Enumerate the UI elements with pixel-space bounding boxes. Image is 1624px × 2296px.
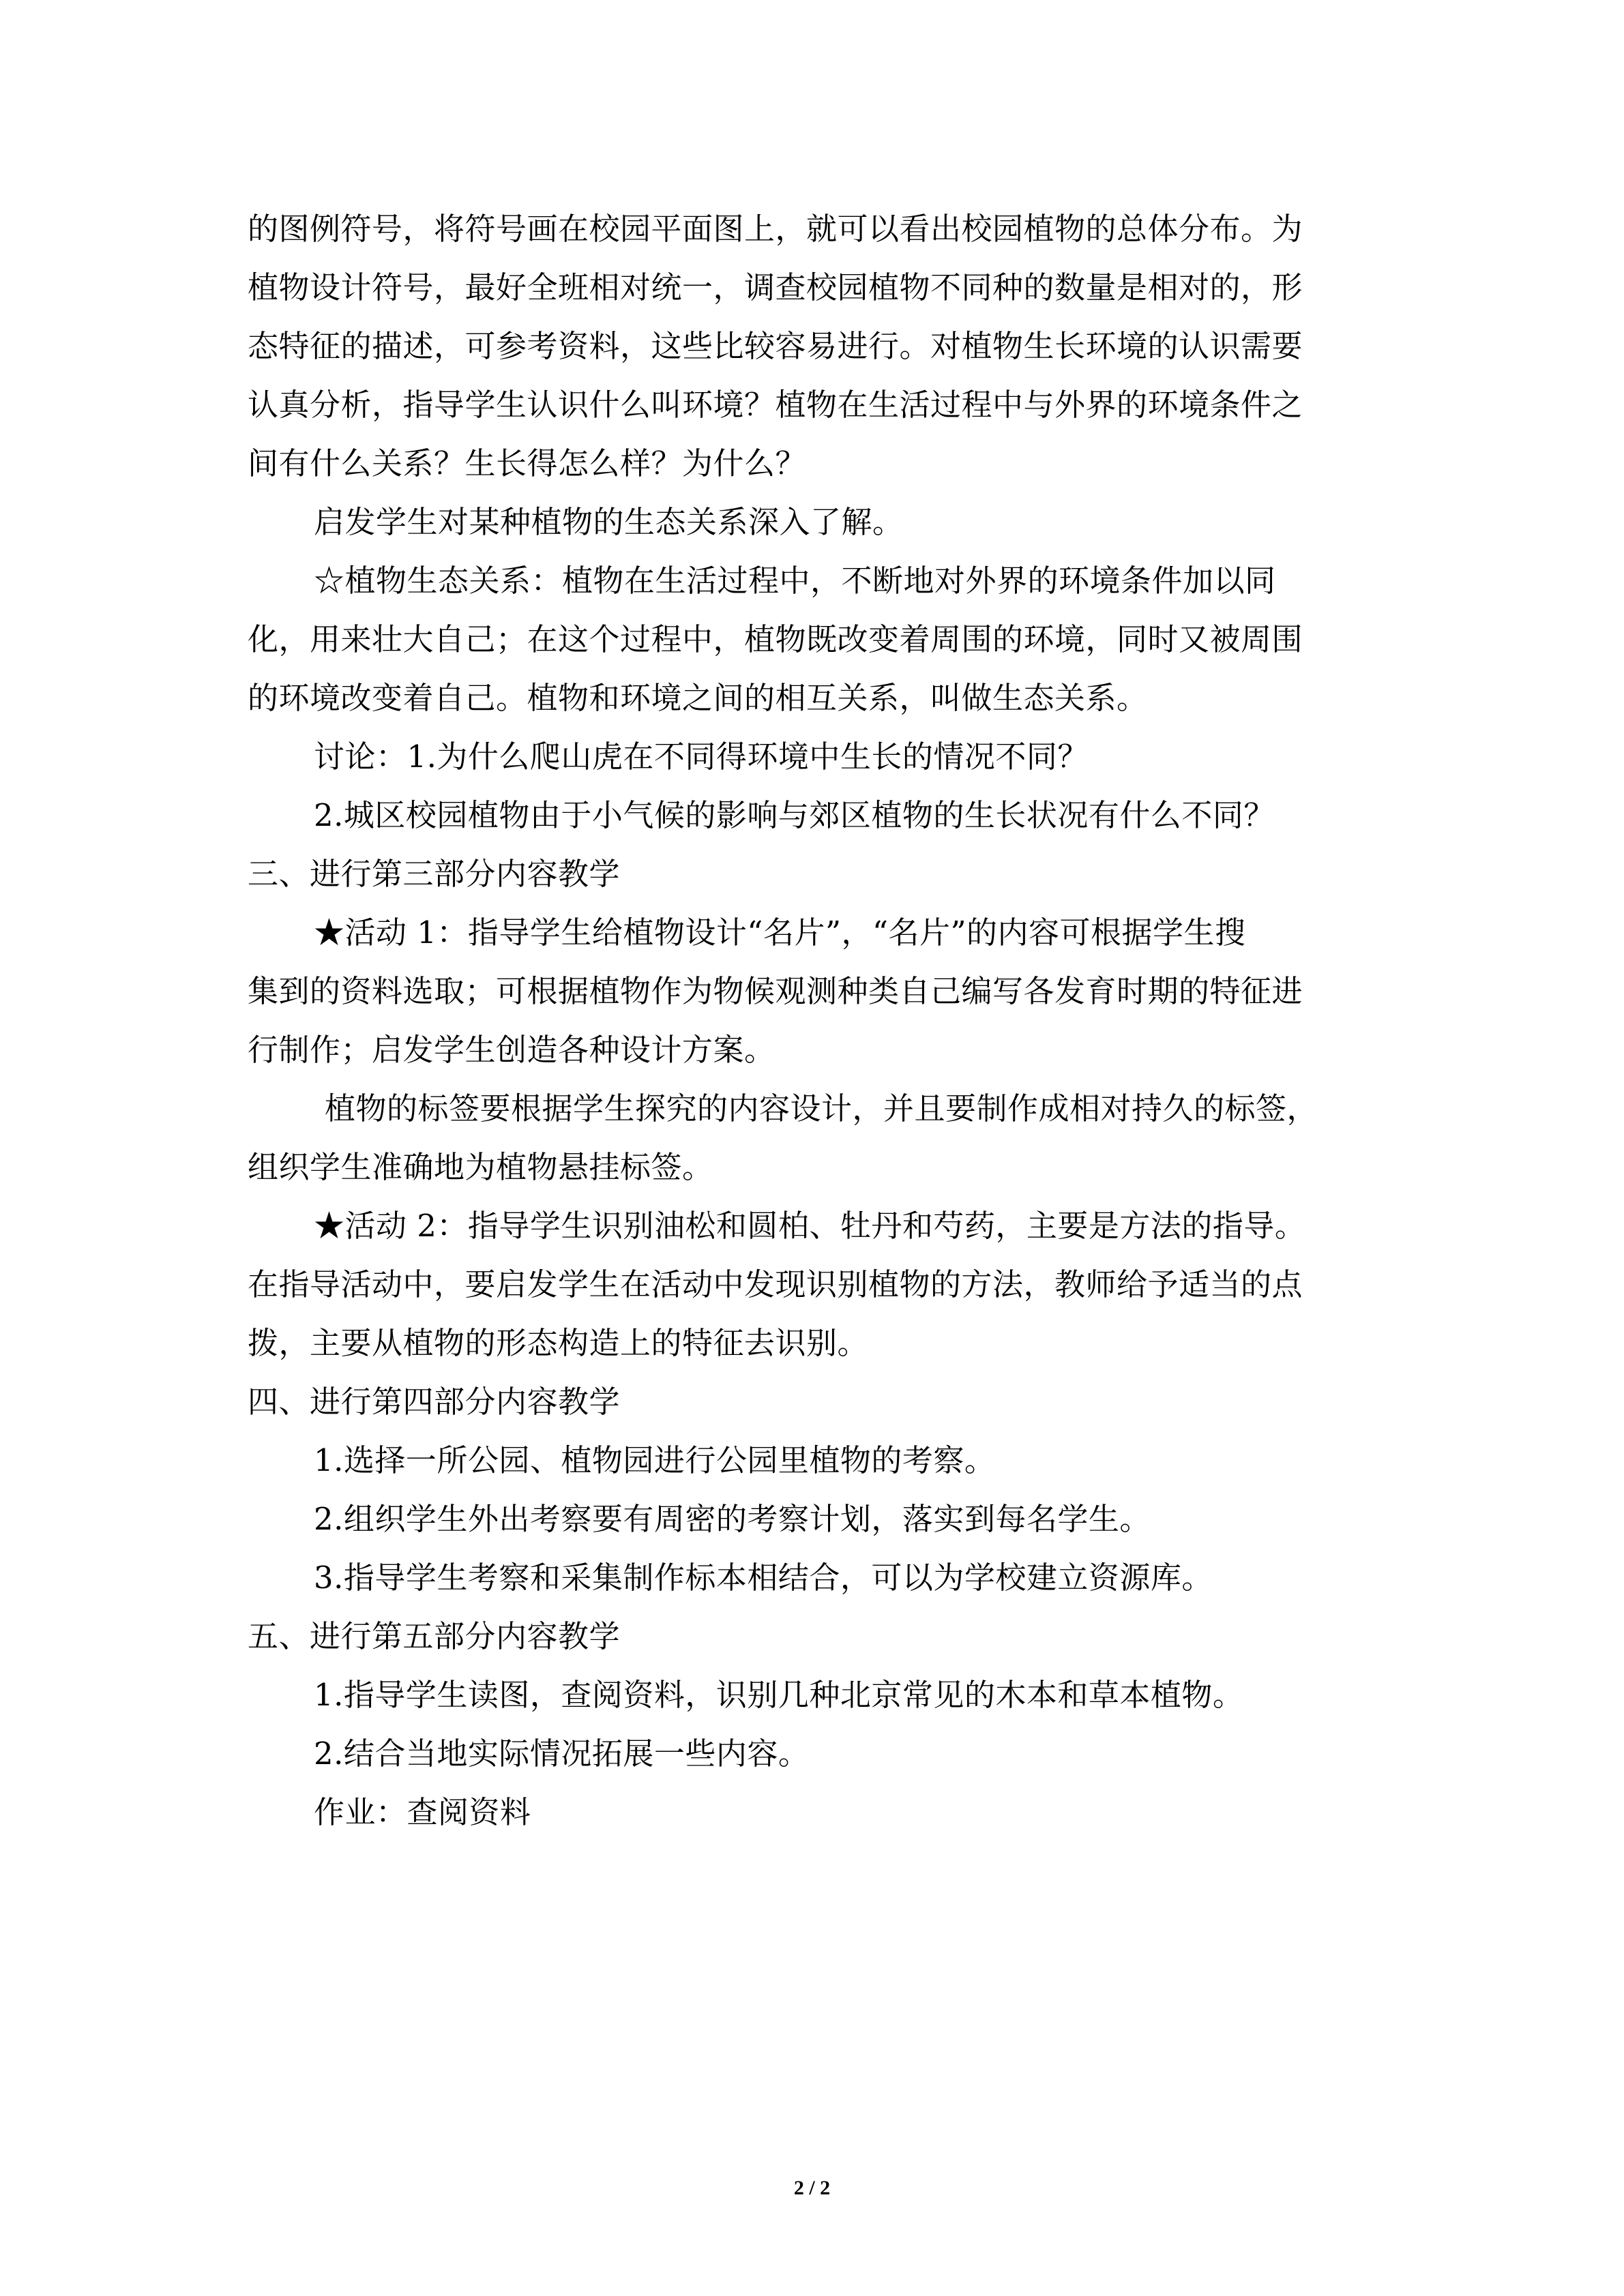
list-item: 2.组织学生外出考察要有周密的考察计划，落实到每名学生。 [314, 1501, 1151, 1537]
text-line: 植物的标签要根据学生探究的内容设计，并且要制作成相对持久的标签， [325, 1090, 1318, 1127]
page-number: 2 / 2 [793, 2177, 831, 2199]
text-line: 的图例符号，将符号画在校园平面图上，就可以看出校园植物的总体分布。为 [248, 211, 1303, 247]
text-line: 讨论：1.为什么爬山虎在不同得环境中生长的情况不同？ [314, 739, 1089, 775]
homework-line: 作业：查阅资料 [314, 1794, 531, 1830]
section-heading: 四、进行第四部分内容教学 [248, 1384, 621, 1420]
list-item: 1.选择一所公园、植物园进行公园里植物的考察。 [314, 1442, 996, 1478]
text-line: 在指导活动中，要启发学生在活动中发现识别植物的方法，教师给予适当的点 [248, 1266, 1303, 1302]
text-line: 化，用来壮大自己；在这个过程中，植物既改变着周围的环境，同时又被周围 [248, 621, 1303, 657]
text-line: 2.城区校园植物由于小气候的影响与郊区植物的生长状况有什么不同？ [314, 797, 1275, 833]
text-line: 间有什么关系？生长得怎么样？为什么？ [248, 445, 807, 481]
text-line: ★活动 2：指导学生识别油松和圆柏、牡丹和芍药，主要是方法的指导。 [314, 1208, 1306, 1244]
text-line: 的环境改变着自己。植物和环境之间的相互关系，叫做生态关系。 [248, 680, 1148, 716]
text-line: 集到的资料选取；可根据植物作为物候观测种类自己编写各发育时期的特征进 [248, 973, 1303, 1009]
text-line: 行制作；启发学生创造各种设计方案。 [248, 1032, 776, 1068]
text-line: 植物设计符号，最好全班相对统一，调查校园植物不同种的数量是相对的，形 [248, 269, 1303, 305]
document-body [248, 200, 1388, 1842]
list-item: 1.指导学生读图，查阅资料，识别几种北京常见的木本和草本植物。 [314, 1677, 1244, 1713]
text-line: 启发学生对某种植物的生态关系深入了解。 [314, 504, 904, 540]
text-line: ★活动 1：指导学生给植物设计“名片”，“名片”的内容可根据学生搜 [314, 914, 1246, 951]
text-line: 拨，主要从植物的形态构造上的特征去识别。 [248, 1325, 869, 1361]
list-item: 3.指导学生考察和采集制作标本相结合，可以为学校建立资源库。 [314, 1560, 1213, 1596]
section-heading: 五、进行第五部分内容教学 [248, 1618, 621, 1654]
text-line: 组织学生准确地为植物悬挂标签。 [248, 1149, 713, 1185]
text-line: 态特征的描述，可参考资料，这些比较容易进行。对植物生长环境的认识需要 [248, 328, 1303, 364]
text-line: ☆植物生态关系：植物在生活过程中，不断地对外界的环境条件加以同 [314, 563, 1276, 599]
list-item: 2.结合当地实际情况拓展一些内容。 [314, 1735, 810, 1772]
text-line: 认真分析，指导学生认识什么叫环境？植物在生活过程中与外界的环境条件之 [248, 387, 1303, 423]
section-heading: 三、进行第三部分内容教学 [248, 856, 621, 892]
